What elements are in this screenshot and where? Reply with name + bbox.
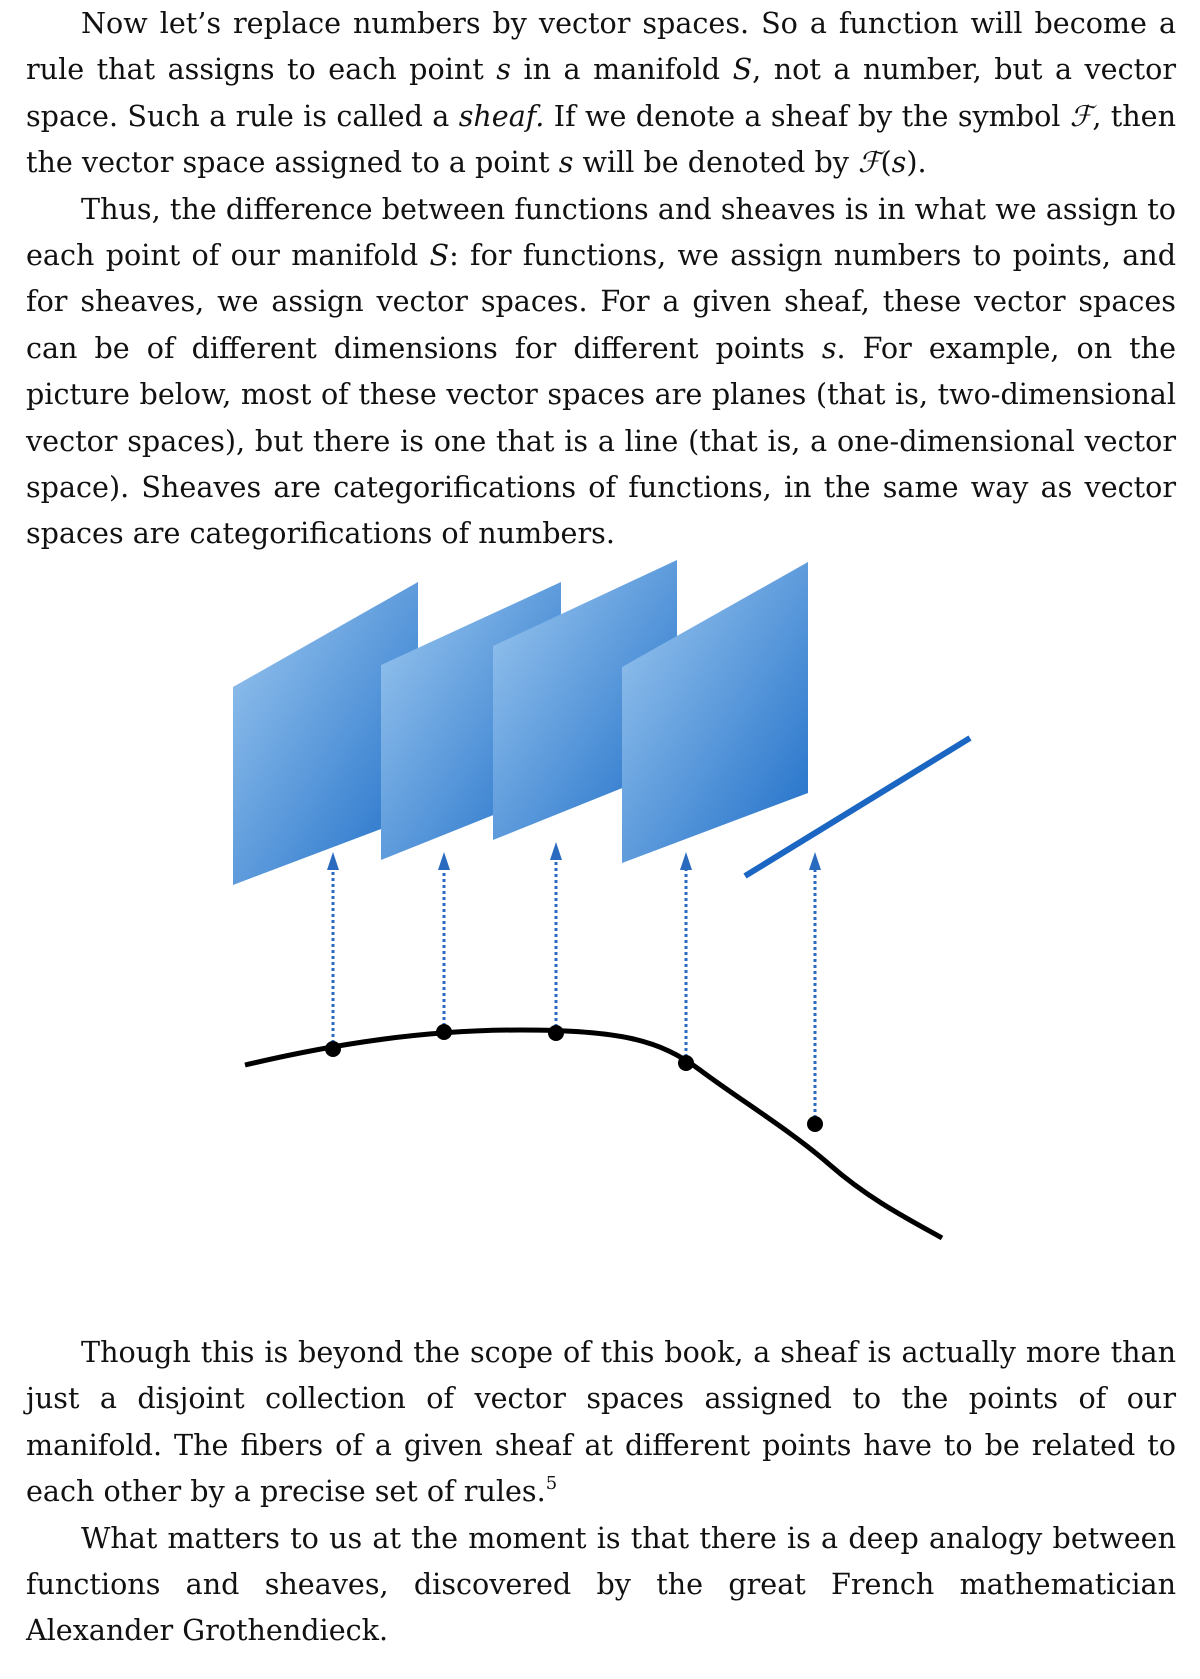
text-segment: s bbox=[821, 330, 837, 365]
text-segment: Thus, the difference between functions and sheaves is in what we assign to each point of our manifold bbox=[26, 191, 1176, 273]
text-segment: 5 bbox=[545, 1473, 558, 1495]
arrow-head bbox=[438, 852, 450, 870]
text-segment: , then the vector space assigned to a point bbox=[26, 98, 1177, 180]
text-segment: ℱ bbox=[858, 145, 881, 180]
manifold-point bbox=[436, 1024, 452, 1040]
arrow-head bbox=[550, 842, 562, 860]
text-segment: Though this is beyond the scope of this book, a sheaf is actually more than just a disjoint collection of vector spaces assigned to the points of our manifold. The fibers of a given sheaf at different points have to be related to each other by a precise set of rules. bbox=[26, 1335, 1176, 1509]
text-segment: Now let’s replace numbers by vector spaces. So a function will become a rule that assigns to each point bbox=[26, 6, 1176, 87]
paragraph-3 bbox=[26, 1329, 1176, 1515]
text-segment: ). bbox=[906, 145, 927, 180]
text-segment: . For example, on the picture below, most of these vector spaces are planes (that is, two-dimensional vector spaces), but there is one that is a line (that is, a one-dimensional vector space). Sheaves are categorifications of functions, in the same way as vector spaces are categorifications of numbers. bbox=[26, 330, 1177, 551]
paragraph-2 bbox=[26, 186, 1176, 557]
bottom-text bbox=[26, 1329, 1176, 1654]
manifold-curve bbox=[245, 1030, 942, 1238]
text-segment: , not a number, but a vector space. Such a rule is called a bbox=[26, 52, 1176, 133]
manifold-point bbox=[807, 1116, 823, 1132]
manifold-point bbox=[325, 1041, 341, 1057]
text-segment: S bbox=[429, 238, 450, 273]
text-segment: sheaf. bbox=[458, 98, 545, 133]
text-segment: s bbox=[496, 52, 511, 87]
text-segment: will be denoted by bbox=[573, 145, 858, 180]
text-segment: : for functions, we assign numbers to points, and for sheaves, we assign vector spaces. For a given sheaf, these vector spaces can be of different dimensions for different points bbox=[26, 238, 1176, 365]
sheaf-figure bbox=[0, 560, 1200, 1300]
paragraph-4 bbox=[26, 1515, 1176, 1654]
manifold-point bbox=[548, 1025, 564, 1041]
text-segment: If we denote a sheaf by the symbol bbox=[544, 98, 1070, 133]
text-segment: s bbox=[558, 145, 574, 180]
top-text bbox=[26, 0, 1176, 557]
sheaf-diagram bbox=[0, 560, 1200, 1300]
text-segment: S bbox=[732, 52, 753, 87]
text-segment: ℱ bbox=[1069, 98, 1093, 133]
text-segment: in a manifold bbox=[510, 52, 733, 87]
paragraph-1 bbox=[26, 0, 1176, 186]
text-segment: What matters to us at the moment is that there is a deep analogy between functions and sheaves, discovered by the great French mathematician Alexander Grothendieck. bbox=[26, 1520, 1176, 1648]
arrow-head bbox=[680, 852, 692, 870]
text-segment: ( bbox=[880, 145, 892, 180]
arrow-head bbox=[327, 852, 339, 870]
manifold-point bbox=[678, 1055, 694, 1071]
text-segment: s bbox=[891, 145, 907, 180]
arrow-head bbox=[809, 852, 821, 870]
